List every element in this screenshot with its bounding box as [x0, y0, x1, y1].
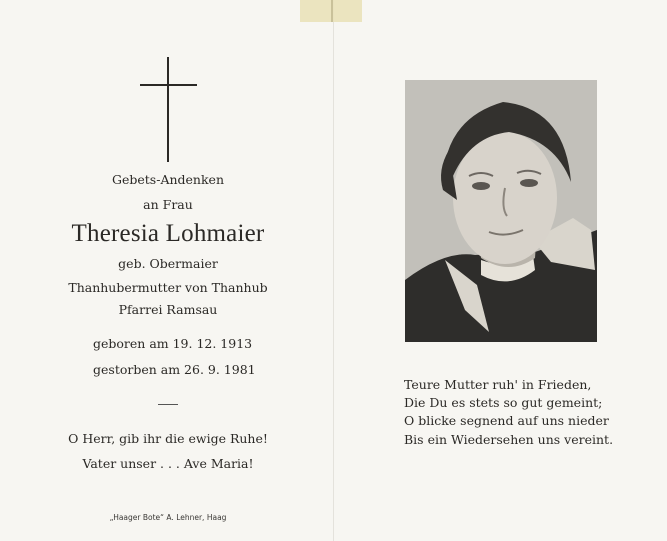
title-line: Thanhubermutter von Thanhub: [68, 280, 268, 295]
poem-line: Die Du es stets so gut gemeint;: [404, 395, 603, 411]
death-date: gestorben am 26. 9. 1981: [93, 362, 256, 377]
cross-icon-vertical: [167, 57, 169, 162]
poem-line: Bis ein Wiedersehen uns vereint.: [404, 431, 614, 447]
heading: Gebets-Andenken: [112, 172, 224, 187]
honorific: an Frau: [143, 197, 193, 212]
deceased-name: Theresia Lohmaier: [71, 220, 265, 247]
portrait-image: [405, 80, 597, 342]
poem: [404, 376, 613, 449]
birth-date: geboren am 19. 12. 1913: [93, 336, 253, 351]
tape-crease: [331, 0, 333, 22]
prayer-line-2: Vater unser . . . Ave Maria!: [82, 456, 254, 471]
poem-line: Teure Mutter ruh' in Frieden,: [404, 377, 592, 392]
portrait-photo: [405, 80, 597, 342]
parish: Pfarrei Ramsau: [118, 302, 218, 317]
cross-icon-horizontal: [140, 84, 197, 86]
fold-line: [333, 0, 334, 541]
maiden-name: geb. Obermaier: [118, 256, 218, 271]
printer-imprint: „Haager Bote“ A. Lehner, Haag: [109, 513, 227, 522]
prayer-line-1: O Herr, gib ihr die ewige Ruhe!: [68, 431, 268, 446]
poem-line: O blicke segnend auf uns nieder: [404, 413, 609, 429]
separator-dash: [158, 404, 178, 405]
